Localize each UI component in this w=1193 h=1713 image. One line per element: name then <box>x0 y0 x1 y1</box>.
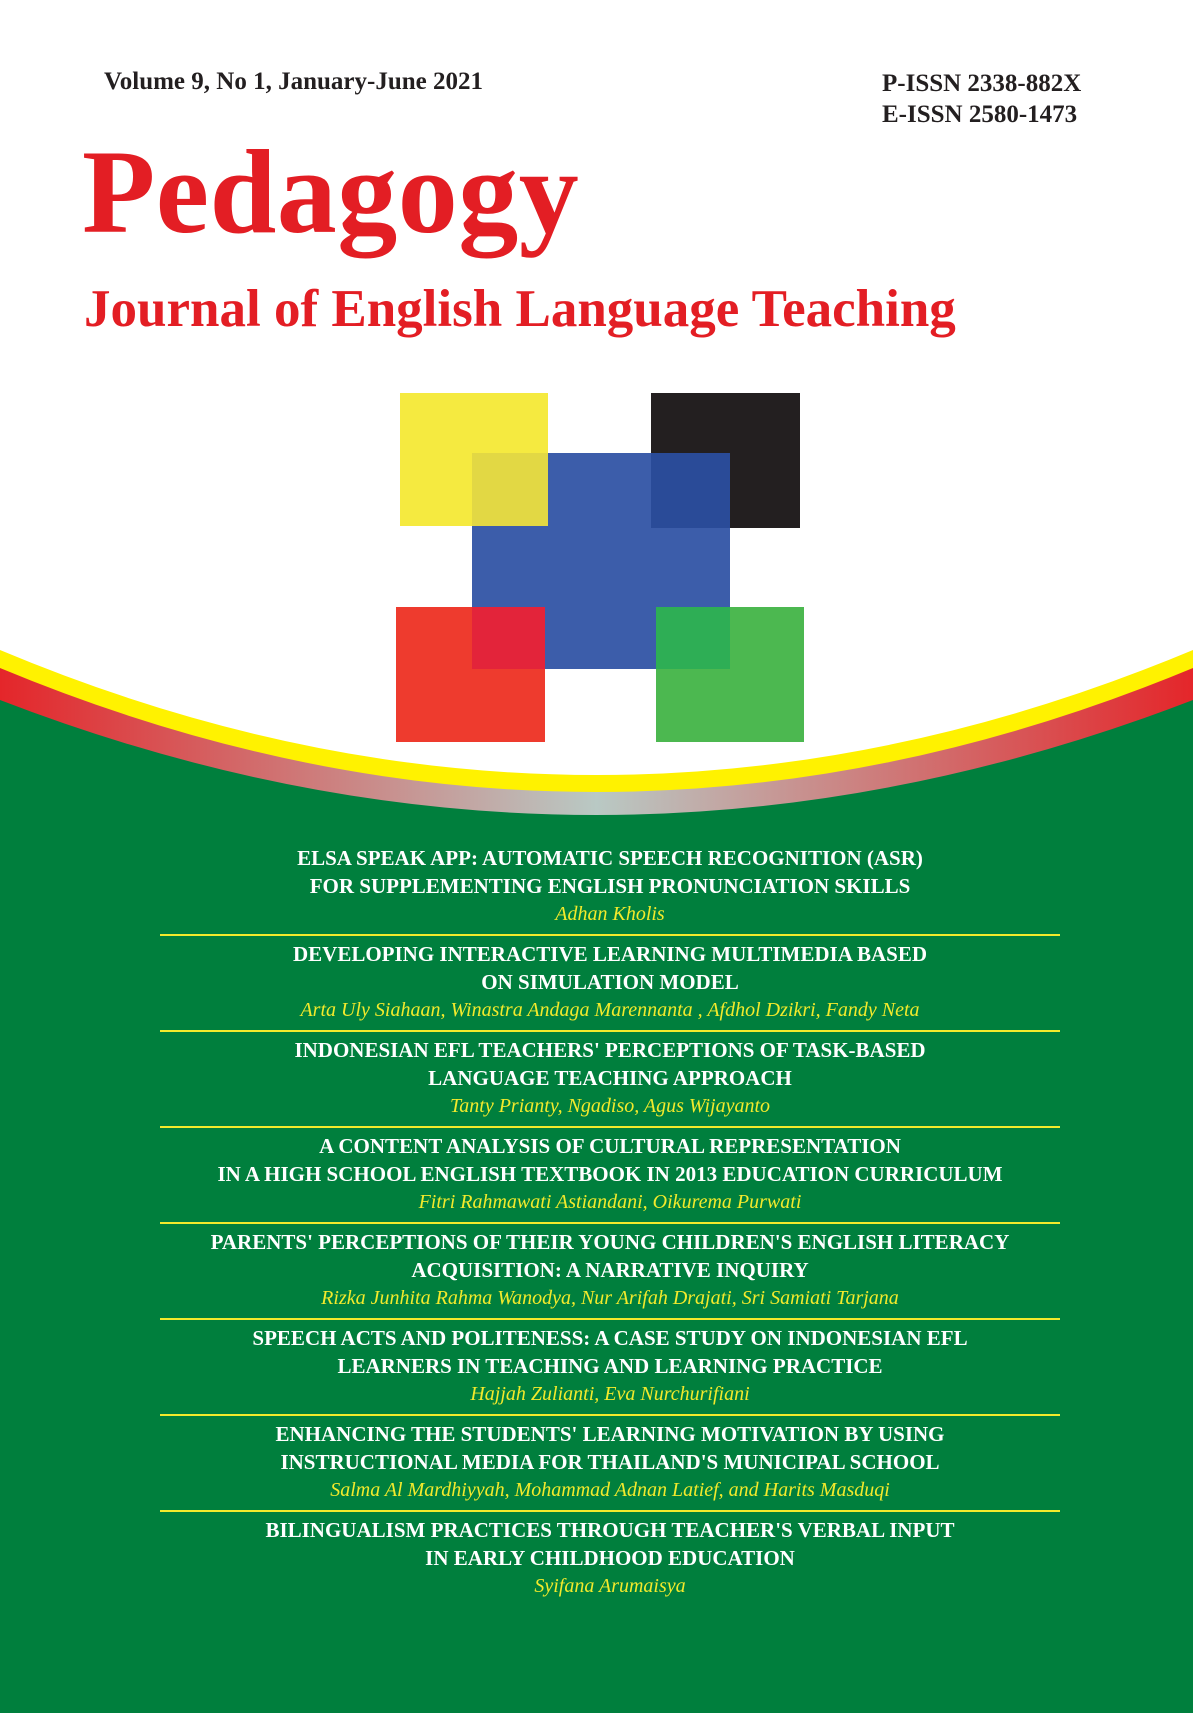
article-item <box>160 840 1060 936</box>
article-item <box>160 1128 1060 1224</box>
article-item <box>160 1512 1060 1606</box>
article-authors: Tanty Prianty, Ngadiso, Agus Wijayanto <box>449 1095 771 1117</box>
article-title: A CONTENT ANALYSIS OF CULTURAL REPRESENTATION IN A HIGH SCHOOL ENGLISH TEXTBOOK IN 2013 EDUCATION CURRICULUM <box>217 1134 1003 1186</box>
article-item <box>160 1032 1060 1128</box>
article-authors: Salma Al Mardhiyyah, Mohammad Adnan Latief, and Harits Masduqi <box>330 1479 890 1501</box>
e-issn: E-ISSN 2580-1473 <box>882 101 1078 128</box>
issn-block <box>882 68 1081 130</box>
article-authors: Hajjah Zulianti, Eva Nurchurifiani <box>470 1383 750 1405</box>
article-list <box>160 840 1060 1606</box>
article-item <box>160 1224 1060 1320</box>
article-authors: Fitri Rahmawati Astiandani, Oikurema Purwati <box>418 1191 802 1213</box>
article-authors: Arta Uly Siahaan, Winastra Andaga Marennanta , Afdhol Dzikri, Fandy Neta <box>300 999 920 1021</box>
article-authors: Rizka Junhita Rahma Wanodya, Nur Arifah Drajati, Sri Samiati Tarjana <box>321 1287 899 1309</box>
article-title: PARENTS' PERCEPTIONS OF THEIR YOUNG CHILDREN'S ENGLISH LITERACY ACQUISITION: A NARRATIVE INQUIRY <box>210 1230 1010 1282</box>
article-title: DEVELOPING INTERACTIVE LEARNING MULTIMEDIA BASED ON SIMULATION MODEL <box>292 942 927 994</box>
volume-info: Volume 9, No 1, January-June 2021 <box>104 68 483 95</box>
article-title: SPEECH ACTS AND POLITENESS: A CASE STUDY ON INDONESIAN EFL LEARNERS IN TEACHING AND LEARNING PRACTICE <box>252 1326 968 1378</box>
article-title: INDONESIAN EFL TEACHERS' PERCEPTIONS OF TASK-BASED LANGUAGE TEACHING APPROACH <box>294 1038 926 1090</box>
article-item <box>160 1416 1060 1512</box>
article-title: ENHANCING THE STUDENTS' LEARNING MOTIVATION BY USING INSTRUCTIONAL MEDIA FOR THAILAND'S MUNICIPAL SCHOOL <box>275 1422 945 1474</box>
logo-green-blue-overlap <box>656 607 730 669</box>
journal-subtitle: Journal of English Language Teaching <box>84 280 956 338</box>
article-item <box>160 936 1060 1032</box>
article-item <box>160 1320 1060 1416</box>
p-issn: P-ISSN 2338-882X <box>882 70 1082 97</box>
article-authors: Adhan Kholis <box>555 903 665 925</box>
logo-yellow-blue-overlap <box>472 453 548 526</box>
article-title: ELSA SPEAK APP: AUTOMATIC SPEECH RECOGNITION (ASR) FOR SUPPLEMENTING ENGLISH PRONUNCIATION SKILLS <box>297 846 923 898</box>
article-title: BILINGUALISM PRACTICES THROUGH TEACHER'S VERBAL INPUT IN EARLY CHILDHOOD EDUCATION <box>265 1518 955 1570</box>
journal-title: Pedagogy <box>82 125 580 258</box>
article-authors: Syifana Arumaisya <box>534 1575 686 1597</box>
logo-red-blue-overlap <box>472 607 545 669</box>
